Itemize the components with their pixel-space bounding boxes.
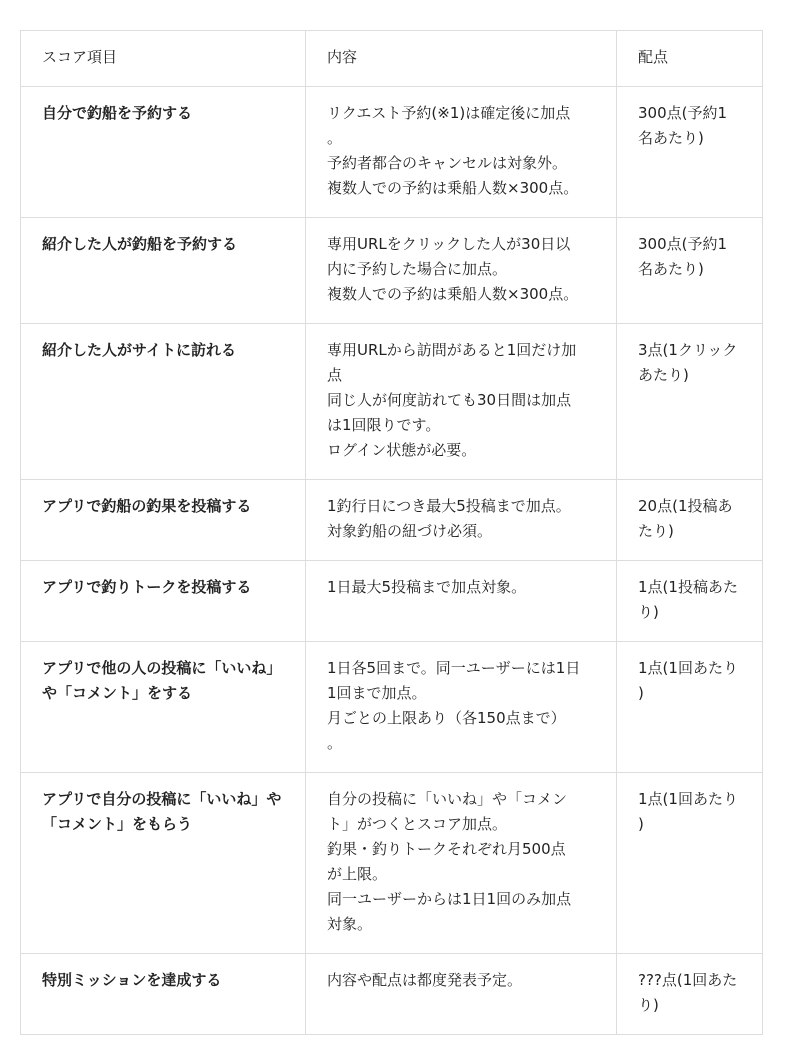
table-row (21, 87, 763, 218)
content-line: 予約者都合のキャンセルは対象外。 (327, 154, 568, 172)
score-item-label: 特別ミッションを達成する (42, 971, 222, 989)
content-cell (306, 561, 617, 642)
table-row (21, 773, 763, 954)
content-line: 対象釣船の紐づけ必須。 (327, 522, 493, 540)
content-line: 。 (327, 129, 343, 147)
content-line: 月ごとの上限あり（各150点まで） (327, 709, 566, 727)
table-row (21, 218, 763, 324)
score-item-label: 紹介した人がサイトに訪れる (42, 341, 236, 359)
score-item-cell (21, 773, 306, 954)
content-cell (306, 218, 617, 324)
content-line: 複数人での予約は乗船人数×300点。 (327, 285, 579, 303)
score-table (20, 30, 763, 1035)
content-line: が上限。 (327, 865, 388, 883)
content-line: 1回まで加点。 (327, 684, 427, 702)
content-cell (306, 87, 617, 218)
content-line: 1日最大5投稿まで加点対象。 (327, 578, 527, 596)
points-value: 1点(1回あたり) (638, 790, 738, 833)
content-line: 対象。 (327, 915, 373, 933)
points-value: 300点(予約1名あたり) (638, 104, 728, 147)
content-cell (306, 954, 617, 1035)
header-points: 配点 (617, 31, 763, 87)
score-item-label: アプリで自分の投稿に「いいね」や「コメント」をもらう (42, 790, 282, 833)
points-value: ???点(1回あたり) (638, 971, 738, 1014)
points-cell (617, 773, 763, 954)
table-row (21, 480, 763, 561)
score-item-cell (21, 87, 306, 218)
points-cell (617, 87, 763, 218)
content-line: 1日各5回まで。同一ユーザーには1日 (327, 659, 581, 677)
score-item-cell (21, 954, 306, 1035)
content-line: 専用URLをクリックした人が30日以 (327, 235, 571, 253)
content-line: 専用URLから訪問があると1回だけ加 (327, 341, 577, 359)
content-line: 内に予約した場合に加点。 (327, 260, 508, 278)
header-content: 内容 (306, 31, 617, 87)
score-item-label: 自分で釣船を予約する (42, 104, 193, 122)
points-cell (617, 480, 763, 561)
table-body (21, 87, 763, 1035)
content-line: 内容や配点は都度発表予定。 (327, 971, 523, 989)
score-item-cell (21, 324, 306, 480)
content-cell (306, 773, 617, 954)
header-score-item: スコア項目 (21, 31, 306, 87)
points-cell (617, 561, 763, 642)
score-item-cell (21, 218, 306, 324)
score-item-label: アプリで釣船の釣果を投稿する (42, 497, 252, 515)
score-item-cell (21, 642, 306, 773)
content-line: 1釣行日につき最大5投稿まで加点。 (327, 497, 571, 515)
content-line: 自分の投稿に「いいね」や「コメン (327, 790, 568, 808)
content-line: ト」がつくとスコア加点。 (327, 815, 508, 833)
score-item-cell (21, 561, 306, 642)
points-value: 1点(1回あたり) (638, 659, 738, 702)
points-value: 300点(予約1名あたり) (638, 235, 728, 278)
points-value: 3点(1クリックあたり) (638, 341, 738, 384)
table-row (21, 324, 763, 480)
points-cell (617, 218, 763, 324)
content-cell (306, 642, 617, 773)
content-line: 同一ユーザーからは1日1回のみ加点 (327, 890, 572, 908)
points-cell (617, 954, 763, 1035)
content-line: リクエスト予約(※1)は確定後に加点 (327, 104, 571, 122)
table-row (21, 954, 763, 1035)
score-item-cell (21, 480, 306, 561)
points-cell (617, 324, 763, 480)
content-line: ログイン状態が必要。 (327, 441, 477, 459)
content-line: は1回限りです。 (327, 416, 441, 434)
score-item-label: 紹介した人が釣船を予約する (42, 235, 238, 253)
points-value: 1点(1投稿あたり) (638, 578, 738, 621)
content-cell (306, 480, 617, 561)
content-cell (306, 324, 617, 480)
table-row (21, 561, 763, 642)
content-line: 釣果・釣りトークそれぞれ月500点 (327, 840, 566, 858)
points-value: 20点(1投稿あたり) (638, 497, 733, 540)
score-item-label: アプリで他の人の投稿に「いいね」や「コメント」をする (42, 659, 282, 702)
header-row (21, 31, 763, 87)
score-item-label: アプリで釣りトークを投稿する (42, 578, 252, 596)
content-line: 同じ人が何度訪れても30日間は加点 (327, 391, 572, 409)
points-cell (617, 642, 763, 773)
content-line: 。 (327, 734, 343, 752)
content-line: 複数人での予約は乗船人数×300点。 (327, 179, 579, 197)
table-row (21, 642, 763, 773)
content-line: 点 (327, 366, 343, 384)
